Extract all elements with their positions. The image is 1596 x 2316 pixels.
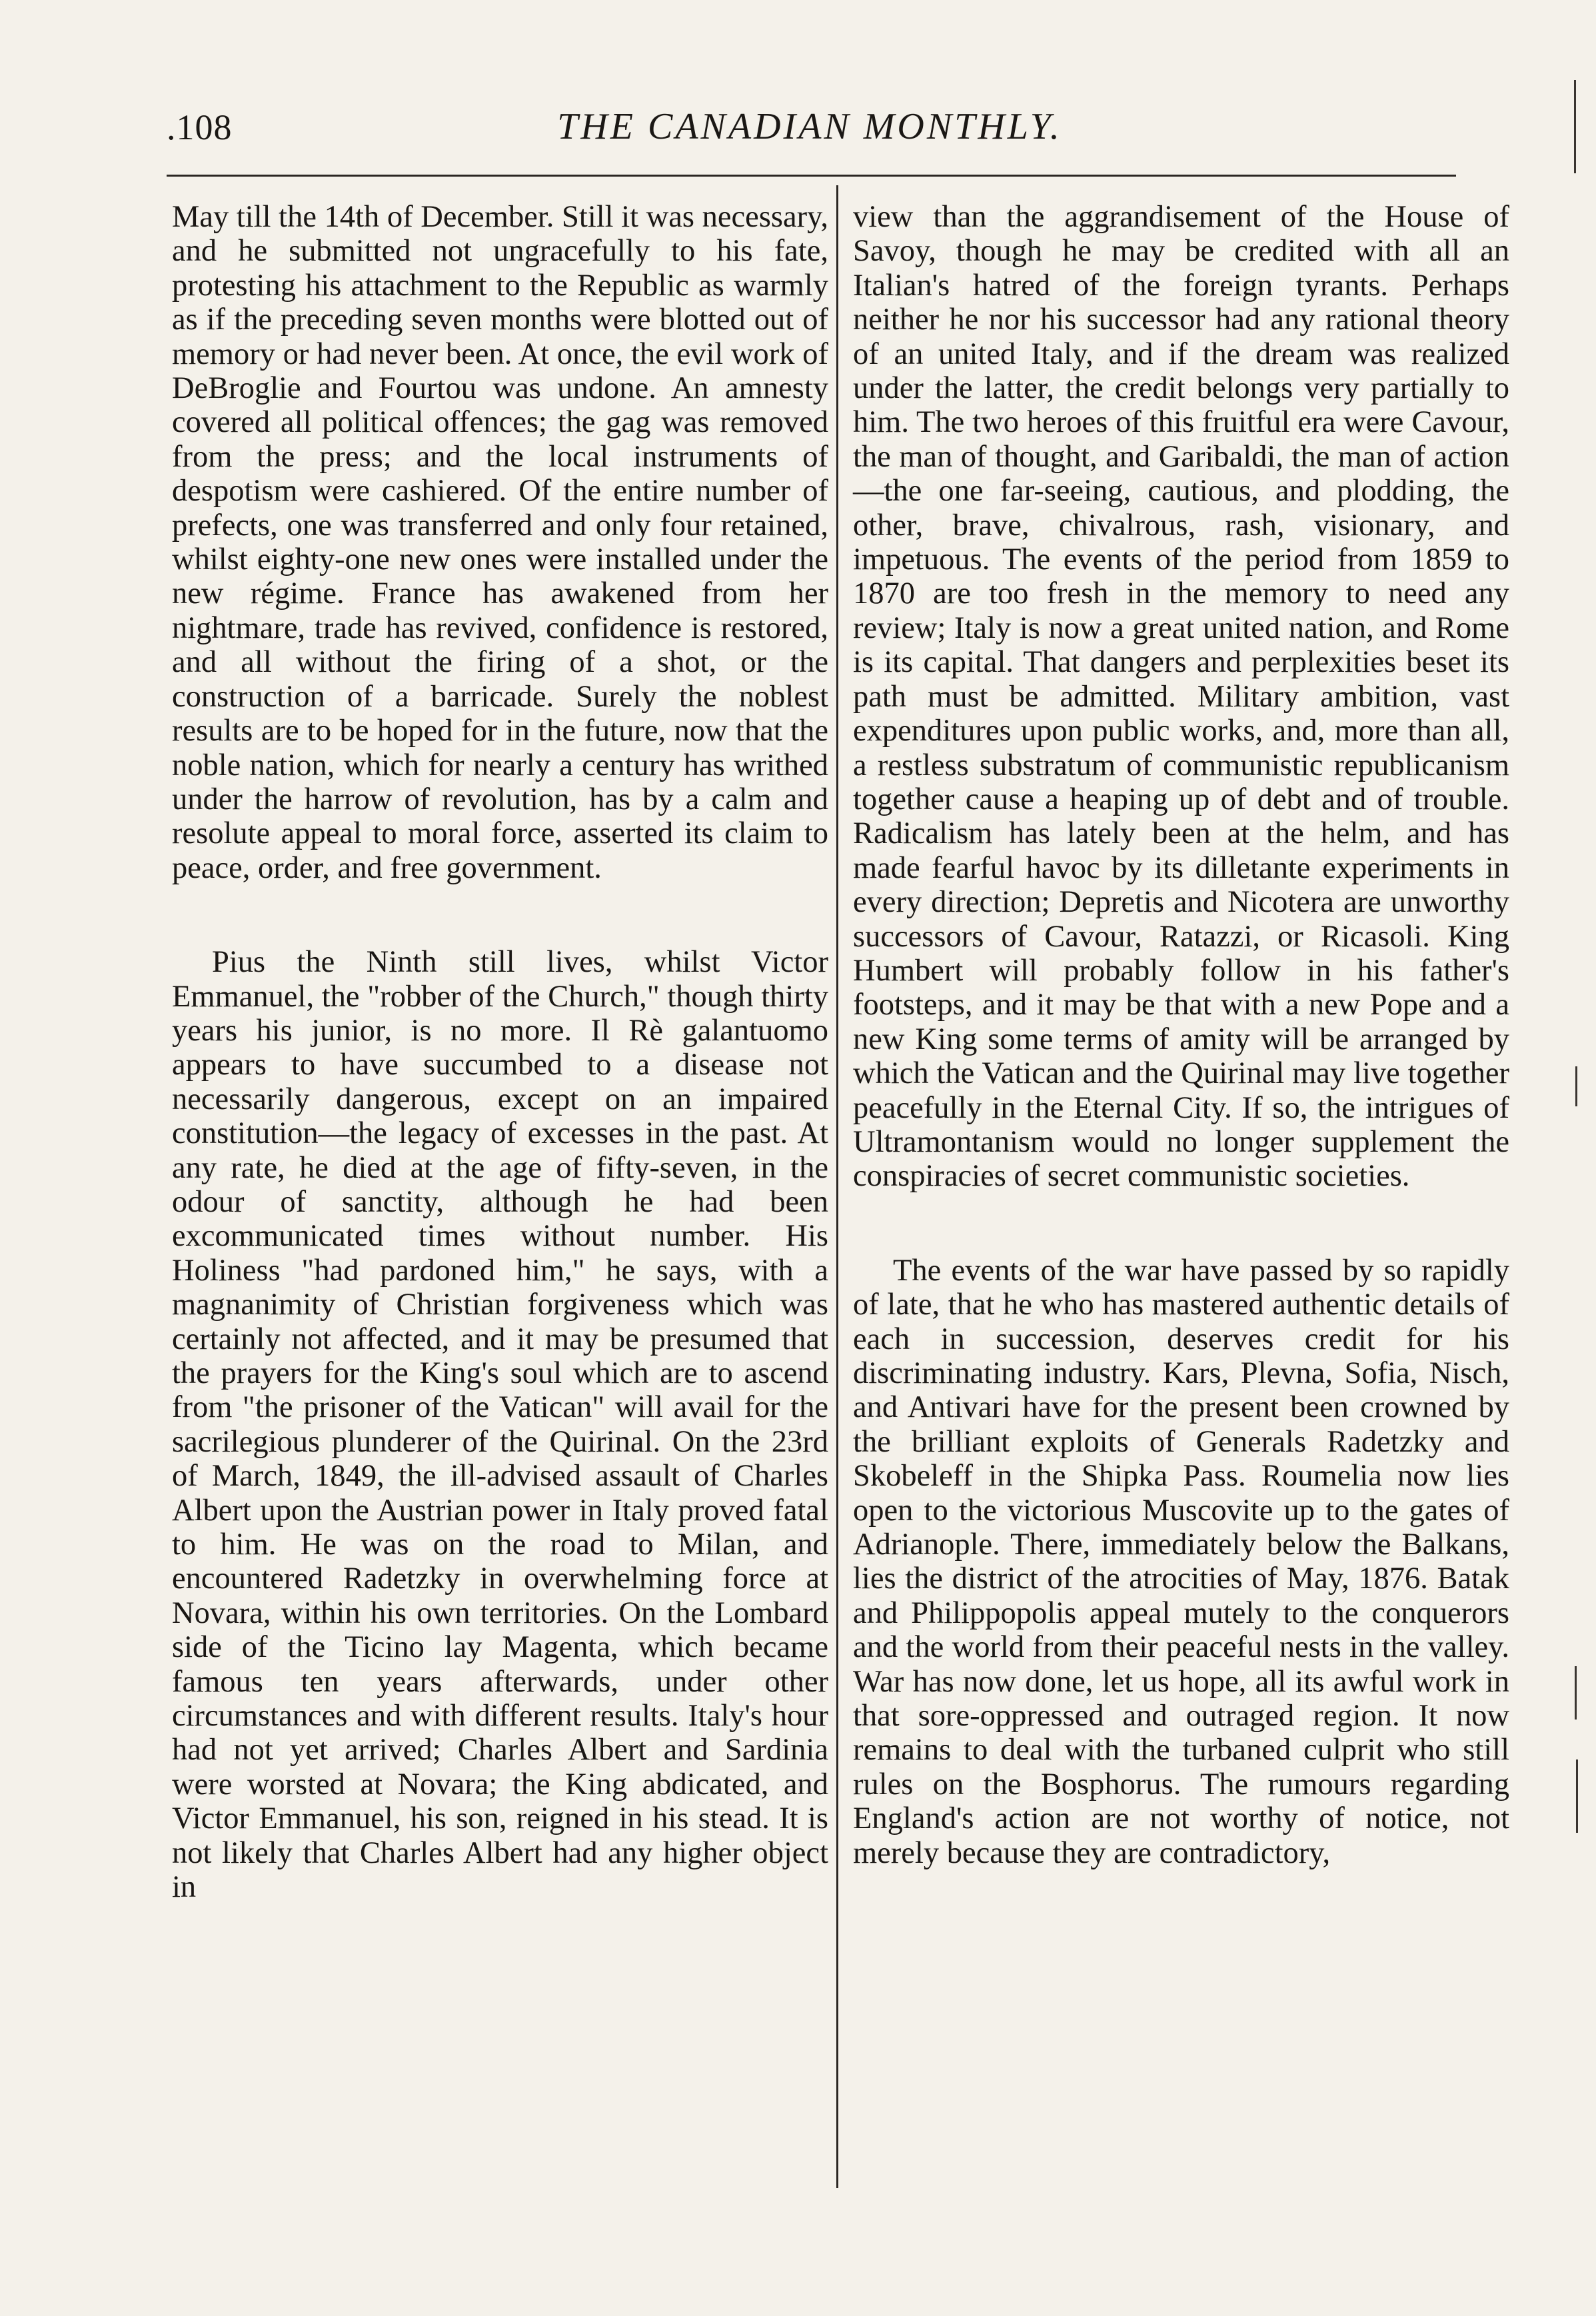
paragraph-gap bbox=[172, 885, 828, 945]
right-column bbox=[853, 200, 1509, 1870]
paragraph: May till the 14th of December. Still it was necessary, and he submitted not ungracefully to his fate, protesting his attachment to the Republic as warmly as if the preceding seven months were blotted out of memory or had never been. At once, the evil work of DeBroglie and Fourtou was undone. An amnesty covered all political offences; the gag was removed from the press; and the local instruments of despotism were cashiered. Of the entire number of prefects, one was transferred and only four retained, whilst eighty-one new ones were installed under the new régime. France has awakened from her nightmare, trade has revived, confidence is restored, and all without the firing of a shot, or the construction of a barricade. Surely the noblest results are to be hoped for in the future, now that the noble nation, which for nearly a century has writhed under the harrow of revolution, has by a calm and resolute appeal to moral force, asserted its claim to peace, order, and free government. bbox=[172, 200, 828, 885]
page-header bbox=[167, 100, 1453, 163]
paragraph: view than the aggrandisement of the House of Savoy, though he may be credited with all an Italian's hatred of the foreign tyrants. Perhaps neither he nor his successor had any rational theory of an united Italy, and if the dream was realized under the latter, the credit belongs very partially to him. The two heroes of this fruitful era were Cavour, the man of thought, and Garibaldi, the man of action—the one far-seeing, cautious, and plodding, the other, brave, chivalrous, rash, visionary, and impetuous. The events of the period from 1859 to 1870 are too fresh in the memory to need any review; Italy is now a great united nation, and Rome is its capital. That dangers and perplexities beset its path must be admitted. Military ambition, vast expenditures upon public works, and, more than all, a restless substratum of communistic republicanism together cause a heaping up of debt and of trouble. Radicalism has lately been at the helm, and has made fearful havoc by its dilletante experiments in every direction; Depretis and Nicotera are unworthy successors of Cavour, Ratazzi, or Ricasoli. King Humbert will probably follow in his father's footsteps, and it may be that with a new Pope and a new King some terms of amity will be arranged by which the Vatican and the Quirinal may live together peacefully in the Eternal City. If so, the intrigues of Ultramontanism would no longer supplement the conspiracies of secret communistic societies. bbox=[853, 200, 1509, 1194]
left-column bbox=[172, 200, 828, 1905]
header-rule bbox=[167, 175, 1456, 177]
scan-mark bbox=[1576, 1759, 1578, 1833]
running-title: THE CANADIAN MONTHLY. bbox=[557, 106, 1062, 147]
scan-edge-marks bbox=[1573, 80, 1596, 2279]
scan-mark bbox=[1575, 1066, 1577, 1106]
column-divider bbox=[836, 185, 838, 2188]
scan-mark bbox=[1574, 80, 1576, 173]
paragraph: Pius the Ninth still lives, whilst Victor Emmanuel, the "robber of the Church," though thirty years his junior, is no more. Il Rè galantuomo appears to have succumbed to a disease not necessarily dangerous, except on an impaired constitution—the legacy of excesses in the past. At any rate, he died at the age of fifty-seven, in the odour of sanctity, although he had been excommunicated times without number. His Holiness "had pardoned him," he says, with a magnanimity of Christian forgiveness which was certainly not affected, and it may be presumed that the prayers for the King's soul which are to ascend from "the prisoner of the Vatican" will avail for the sacrilegious plunderer of the Quirinal. On the 23rd of March, 1849, the ill-advised assault of Charles Albert upon the Austrian power in Italy proved fatal to him. He was on the road to Milan, and encountered Radetzky in overwhelming force at Novara, within his own territories. On the Lombard side of the Ticino lay Magenta, which became famous ten years afterwards, under other circumstances and with different results. Italy's hour had not yet arrived; Charles Albert and Sardinia were worsted at Novara; the King abdicated, and Victor Emmanuel, his son, reigned in his stead. It is not likely that Charles Albert had any higher object in bbox=[172, 945, 828, 1905]
page-number: .108 bbox=[167, 107, 233, 147]
paragraph: The events of the war have passed by so rapidly of late, that he who has mastered authentic details of each in succession, deserves credit for his discriminating industry. Kars, Plevna, Sofia, Nisch, and Antivari have for the present been crowned by the brilliant exploits of Generals Radetzky and Skobeleff in the Shipka Pass. Roumelia now lies open to the victorious Muscovite up to the gates of Adrianople. There, immediately below the Balkans, lies the district of the atrocities of May, 1876. Batak and Philippopolis appeal mutely to the conquerors and the world from their peaceful nests in the valley. War has now done, let us hope, all its awful work in that sore-oppressed and outraged region. It now remains to deal with the turbaned culprit who still rules on the Bosphorus. The rumours regarding England's action are not worthy of notice, not merely because they are contradictory, bbox=[853, 1253, 1509, 1870]
scan-mark bbox=[1575, 1666, 1577, 1720]
paragraph-gap bbox=[853, 1194, 1509, 1254]
